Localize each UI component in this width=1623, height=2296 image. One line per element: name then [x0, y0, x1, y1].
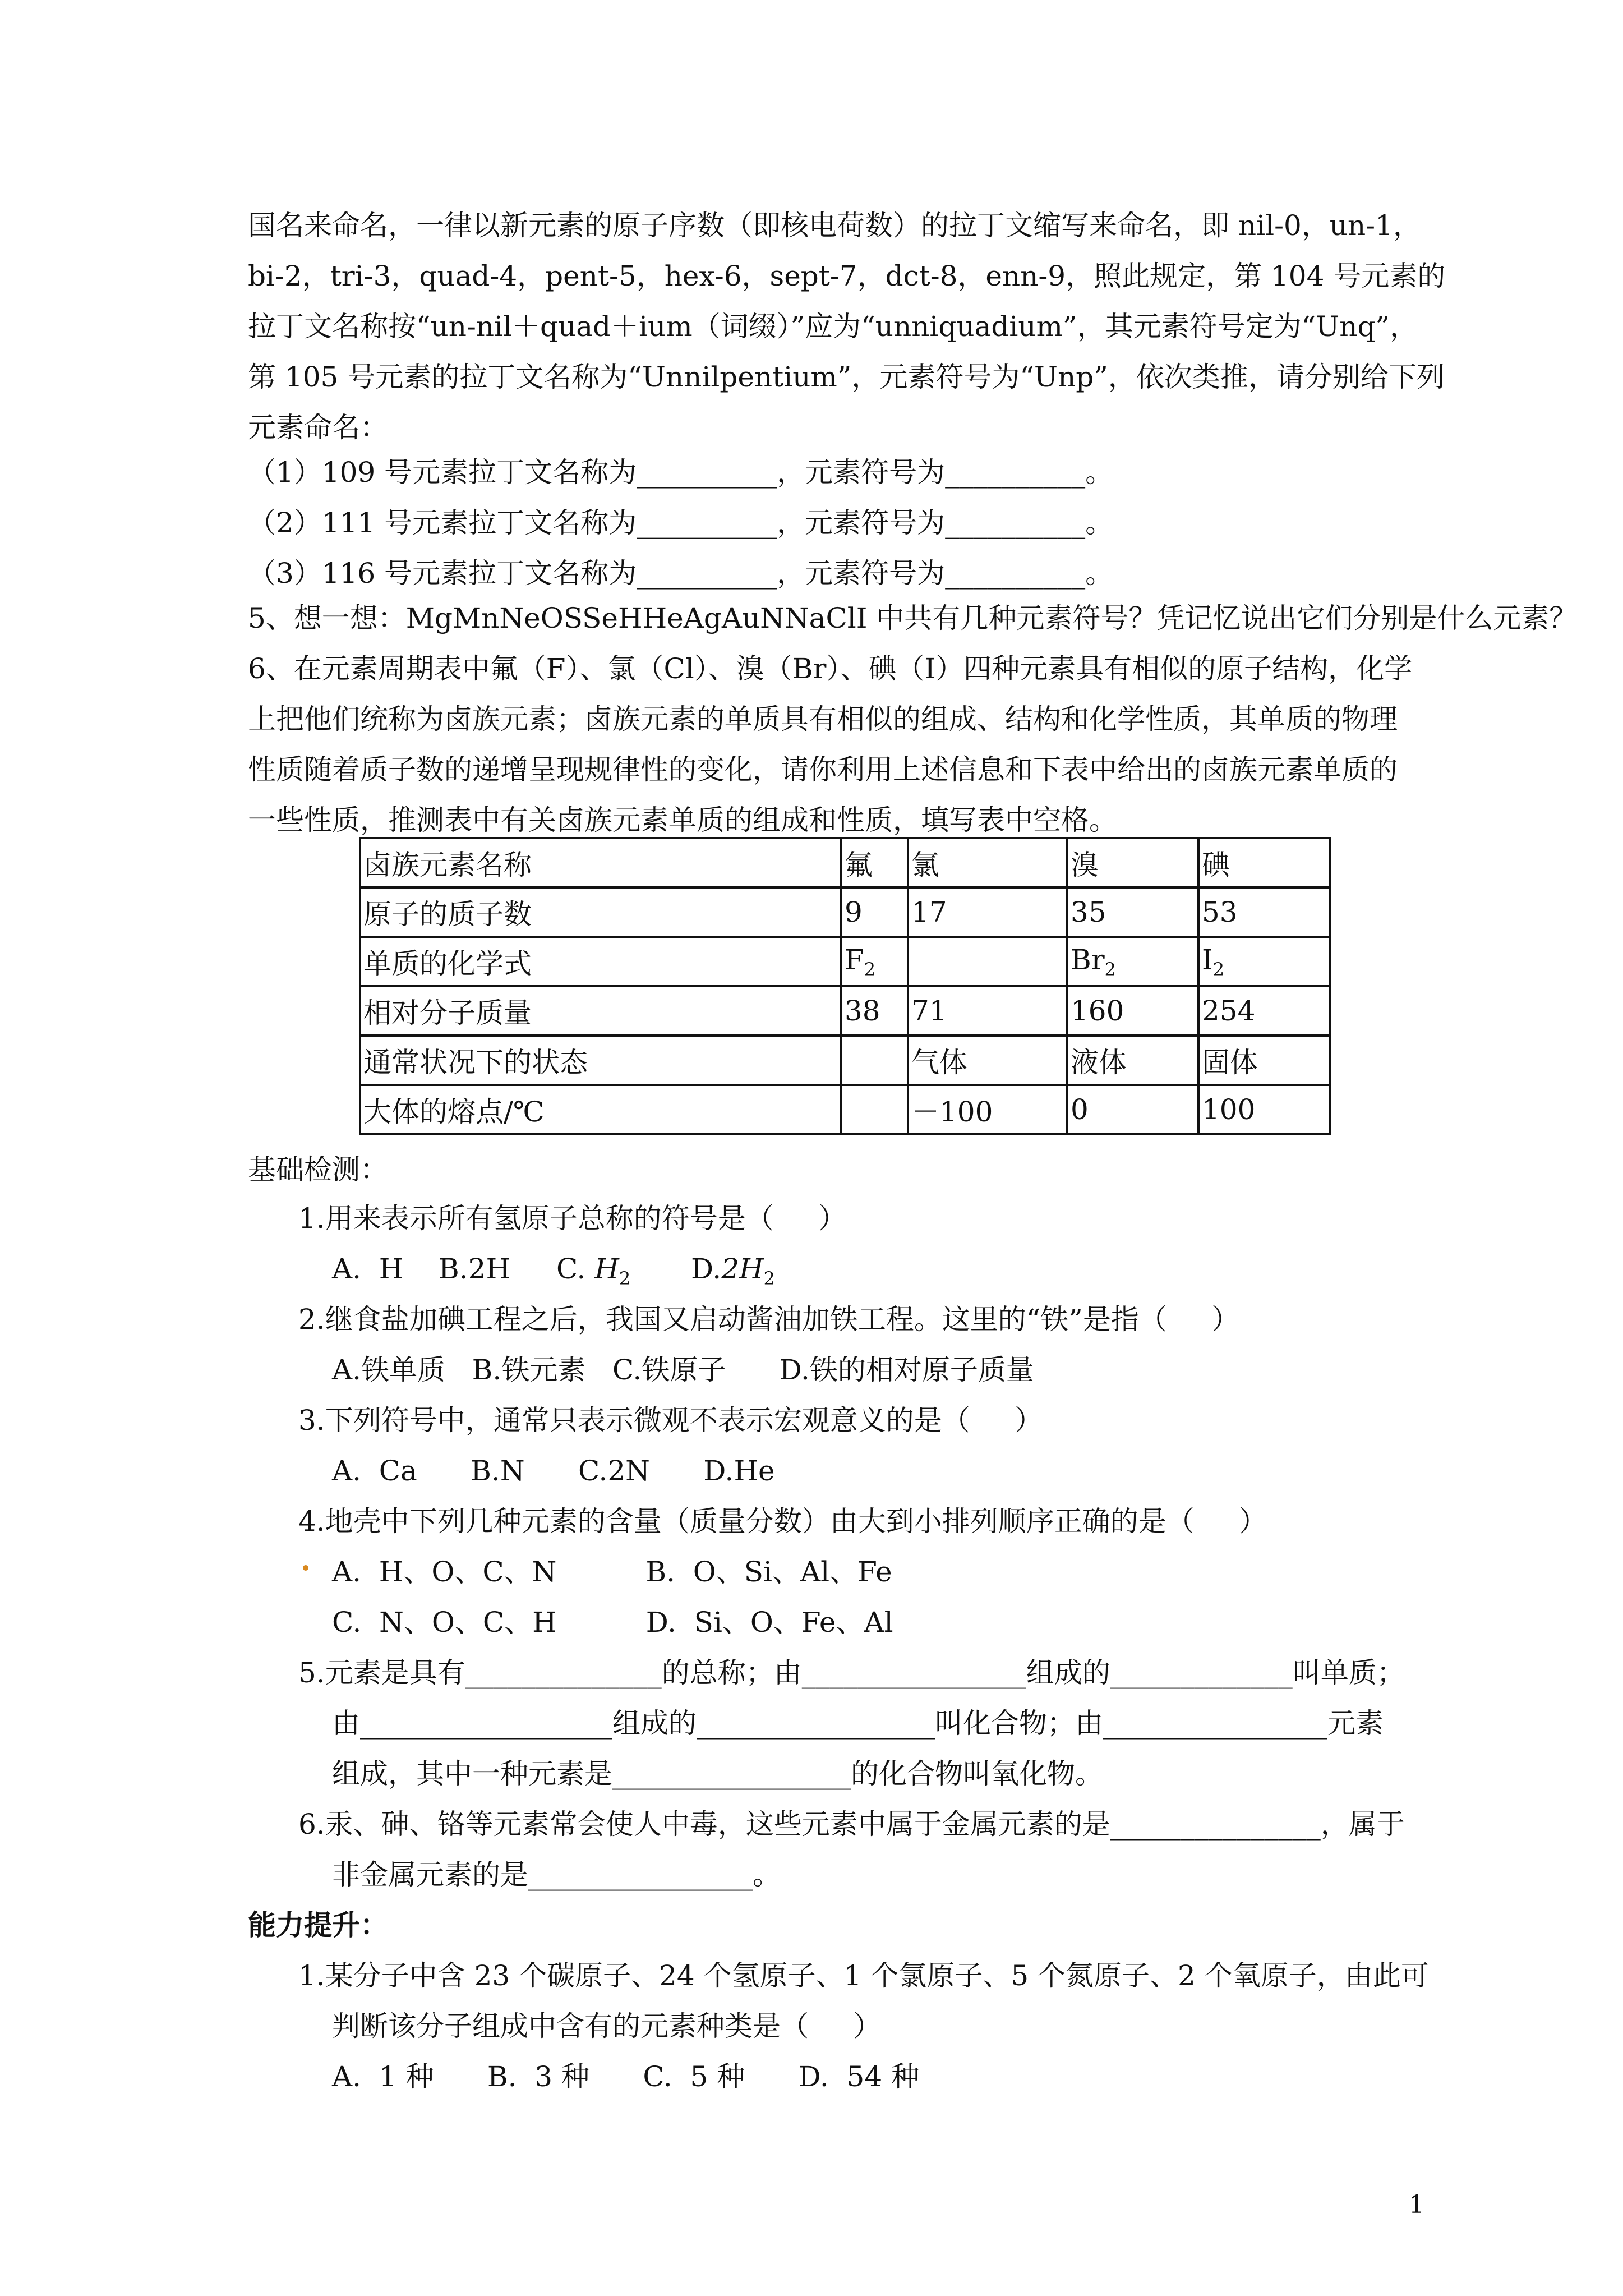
naming-item-1: （1）109 号元素拉丁文名称为__________，元素符号为__________。: [248, 456, 1114, 489]
stray-dot-mark: [303, 1565, 308, 1571]
naming-item-3: （3）116 号元素拉丁文名称为__________，元素符号为__________。: [248, 557, 1114, 590]
table-cell: [1067, 937, 1198, 986]
table-cell: 160: [1067, 986, 1198, 1036]
table-row: [360, 937, 1330, 986]
table-cell: 氯: [908, 838, 1067, 887]
basic-question-5-line-3: 组成，其中一种元素是_________________的化合物叫氧化物。: [332, 1757, 1103, 1790]
option-label: C.: [556, 1253, 586, 1285]
table-cell: [841, 1036, 908, 1085]
basic-question-3: 3.下列符号中，通常只表示微观不表示宏观意义的是（ ）: [298, 1404, 1043, 1437]
table-cell: 53: [1198, 887, 1330, 937]
table-cell: －100: [908, 1085, 1067, 1134]
intro-line-3: 拉丁文名称按“un-nil＋quad＋ium（词缀）”应为“unniquadium”，其元素符号定为“Unq”，: [248, 310, 1418, 343]
basic-question-6-line-2: 非金属元素的是________________。: [332, 1858, 781, 1891]
table-cell: 固体: [1198, 1036, 1330, 1085]
advanced-q1-options: A. 1 种 B. 3 种 C. 5 种 D. 54 种: [332, 2060, 920, 2093]
table-row: [360, 887, 1330, 937]
basic-question-5-line-2: 由__________________组成的_________________叫化合物；由________________元素: [332, 1707, 1384, 1740]
section-heading-advanced: 能力提升：: [248, 1908, 388, 1941]
basic-q3-options: A. Ca B.N C.2N D.He: [332, 1455, 775, 1487]
table-row: [360, 1085, 1330, 1134]
question-5: 5、想一想：MgMnNeOSSeHHeAgAuNNaClI 中共有几种元素符号？凭记忆说出它们分别是什么元素？: [248, 602, 1578, 634]
question-6-line-1: 6、在元素周期表中氟（F）、氯（Cl）、溴（Br）、碘（I）四种元素具有相似的原子结构，化学: [248, 652, 1413, 685]
table-cell: 通常状况下的状态: [360, 1036, 841, 1085]
formula-subscript: 2: [1212, 958, 1225, 980]
table-cell: 17: [908, 887, 1067, 937]
table-cell: [841, 937, 908, 986]
table-cell: 氟: [841, 838, 908, 887]
basic-question-5-line-1: 5.元素是具有______________的总称；由________________组成的_____________叫单质；: [298, 1657, 1405, 1689]
basic-q1-option-c: [556, 1249, 630, 1298]
basic-question-4: 4.地壳中下列几种元素的含量（质量分数）由大到小排列顺序正确的是（ ）: [298, 1505, 1267, 1538]
table-cell: 100: [1198, 1085, 1330, 1134]
table-row: [360, 1036, 1330, 1085]
formula-text: Br: [1071, 943, 1105, 976]
basic-q1-option-a: A. H: [332, 1253, 404, 1285]
basic-question-1: 1.用来表示所有氢原子总称的符号是（ ）: [298, 1202, 847, 1235]
formula-subscript: 2: [619, 1268, 631, 1289]
table-cell: 原子的质子数: [360, 887, 841, 937]
basic-q1-option-b: B.2H: [439, 1253, 511, 1285]
table-cell: [1198, 937, 1330, 986]
table-cell: [908, 937, 1067, 986]
table-row: [360, 838, 1330, 887]
question-6-line-2: 上把他们统称为卤族元素；卤族元素的单质具有相似的组成、结构和化学性质，其单质的物理: [248, 703, 1398, 735]
basic-q4-options-1: A. H、O、C、N B. O、Si、Al、Fe: [332, 1556, 892, 1588]
table-cell: 溴: [1067, 838, 1198, 887]
intro-line-4: 第 105 号元素的拉丁文名称为“Unnilpentium”，元素符号为“Unp”，依次类推，请分别给下列: [248, 361, 1445, 393]
table-cell: 9: [841, 887, 908, 937]
advanced-question-1-line-2: 判断该分子组成中含有的元素种类是（ ）: [332, 2010, 882, 2042]
question-6-line-4: 一些性质，推测表中有关卤族元素单质的组成和性质，填写表中空格。: [248, 804, 1117, 836]
table-cell: 液体: [1067, 1036, 1198, 1085]
question-6-line-3: 性质随着质子数的递增呈现规律性的变化，请你利用上述信息和下表中给出的卤族元素单质的: [248, 753, 1398, 786]
basic-question-6-line-1: 6.汞、砷、铬等元素常会使人中毒，这些元素中属于金属元素的是_______________，属于: [298, 1808, 1405, 1841]
formula-text: F: [845, 943, 864, 976]
halogen-table: [359, 837, 1331, 1135]
table-cell: 71: [908, 986, 1067, 1036]
formula-text: H: [594, 1253, 619, 1285]
table-cell: 气体: [908, 1036, 1067, 1085]
section-heading-basic: 基础检测：: [248, 1153, 388, 1186]
table-cell: 单质的化学式: [360, 937, 841, 986]
table-cell: 0: [1067, 1085, 1198, 1134]
basic-q1-option-d: [691, 1249, 775, 1298]
formula-subscript: 2: [763, 1268, 775, 1289]
naming-item-2: （2）111 号元素拉丁文名称为__________，元素符号为__________。: [248, 507, 1114, 539]
page-number: 1: [1409, 2191, 1424, 2219]
basic-q4-options-2: C. N、O、C、H D. Si、O、Fe、Al: [332, 1606, 893, 1639]
basic-question-2: 2.继食盐加碘工程之后，我国又启动酱油加铁工程。这里的“铁”是指（ ）: [298, 1303, 1240, 1336]
table-cell: [841, 1085, 908, 1134]
table-cell: 大体的熔点/℃: [360, 1085, 841, 1134]
intro-line-5: 元素命名：: [248, 411, 388, 444]
table-cell: 38: [841, 986, 908, 1036]
table-cell: 相对分子质量: [360, 986, 841, 1036]
table-cell: 254: [1198, 986, 1330, 1036]
table-cell: 35: [1067, 887, 1198, 937]
formula-text: 2H: [721, 1253, 764, 1285]
option-label: D.: [691, 1253, 722, 1285]
advanced-question-1-line-1: 1.某分子中含 23 个碳原子、24 个氢原子、1 个氯原子、5 个氮原子、2 个氧原子，由此可: [298, 1959, 1429, 1992]
formula-text: I: [1202, 943, 1213, 976]
table-row: [360, 986, 1330, 1036]
formula-subscript: 2: [1104, 958, 1117, 980]
intro-line-1: 国名来命名，一律以新元素的原子序数（即核电荷数）的拉丁文缩写来命名，即 nil-0，un-1，: [248, 209, 1421, 242]
table-cell: 碘: [1198, 838, 1330, 887]
basic-q2-options: A.铁单质 B.铁元素 C.铁原子 D.铁的相对原子质量: [332, 1354, 1034, 1386]
formula-subscript: 2: [864, 958, 876, 980]
intro-line-2: bi-2，tri-3，quad-4，pent-5，hex-6，sept-7，dct-8，enn-9，照此规定，第 104 号元素的: [248, 260, 1446, 292]
table-cell: 卤族元素名称: [360, 838, 841, 887]
